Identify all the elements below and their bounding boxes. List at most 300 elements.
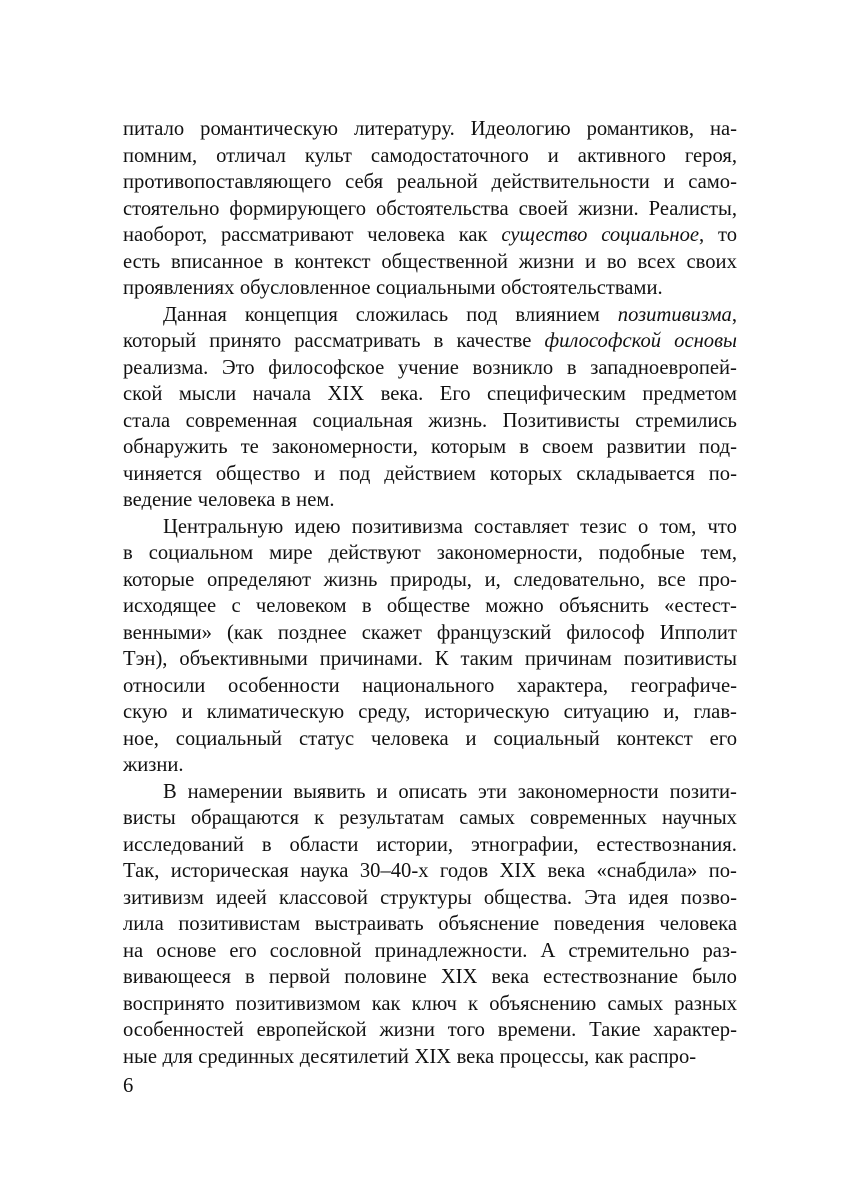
text-line: [123, 805, 737, 832]
word-text: социальная: [312, 409, 413, 432]
word: [590, 355, 737, 382]
word: [371, 143, 529, 170]
word: [466, 302, 497, 329]
word: [544, 328, 661, 355]
word: [305, 143, 352, 170]
word-text: скую: [123, 701, 168, 723]
word: [434, 328, 444, 355]
word: [578, 196, 639, 223]
italic-word: существо: [501, 224, 588, 246]
word-text: истории,: [376, 833, 454, 856]
text-line: [123, 355, 737, 382]
word: [599, 540, 685, 567]
body-text: [123, 116, 737, 1070]
word: [356, 302, 448, 329]
word-text: человека: [197, 489, 276, 511]
word: [245, 302, 338, 329]
word: [229, 196, 366, 223]
word-text: можно: [485, 595, 544, 617]
word-text: своей: [518, 197, 569, 220]
word: [123, 885, 204, 912]
word-text: идеей: [215, 886, 267, 909]
word: [664, 593, 737, 620]
text-line: [123, 381, 737, 408]
word-text: исходящее: [123, 595, 217, 617]
word-text: отличал: [216, 144, 286, 167]
word-text: Данная: [163, 303, 227, 326]
word-text: позитивизмом: [235, 992, 361, 1015]
word: [664, 169, 675, 196]
word: [492, 169, 650, 196]
word: [653, 1017, 737, 1044]
word: [293, 779, 365, 806]
word-text: и: [584, 250, 596, 273]
word: [699, 434, 737, 461]
word-text: в: [273, 250, 284, 273]
word-text: как: [594, 1045, 624, 1068]
word: [709, 461, 737, 488]
word-text: на: [123, 939, 144, 962]
word-text: Центральную: [163, 515, 284, 538]
word-text: в: [280, 489, 291, 511]
word: [123, 461, 202, 488]
word-text: есть: [123, 250, 161, 273]
word-text: философ: [566, 621, 645, 644]
word: [589, 1017, 640, 1044]
word: [694, 699, 737, 726]
word-text: само-: [688, 171, 737, 193]
word: [568, 938, 689, 965]
word-text: описать: [398, 780, 468, 803]
word-text: результатам: [339, 807, 445, 829]
word: [554, 911, 645, 938]
word: [163, 302, 227, 329]
word-text: века: [456, 1045, 495, 1068]
word-text: времени.: [497, 1019, 577, 1041]
word-text: климатическую: [206, 701, 345, 723]
word-text: XIX: [499, 860, 537, 882]
word-text: Идеологию: [470, 118, 571, 140]
text-line: [123, 885, 737, 912]
word: [314, 805, 324, 832]
word-text: стоятельно: [123, 197, 220, 220]
word: [501, 222, 587, 249]
word: [530, 805, 647, 832]
word-text: в: [361, 595, 372, 617]
word: [559, 593, 649, 620]
text-line: [123, 858, 737, 885]
word-text: десятилетий: [299, 1045, 409, 1068]
word-text: все: [657, 568, 686, 591]
word-text: выявить: [293, 780, 366, 803]
word-text: лила: [123, 913, 164, 935]
word: [578, 143, 666, 170]
word-text: во: [606, 250, 627, 273]
word: [123, 938, 143, 965]
word-text: обнаружить: [123, 436, 228, 458]
word: [253, 381, 311, 408]
word: [576, 461, 694, 488]
word-text: половине: [344, 966, 427, 988]
word-text: как: [458, 224, 488, 246]
word-text: в: [123, 542, 133, 564]
word-text: зитивизм: [123, 886, 204, 909]
word: [123, 832, 244, 859]
word-text: общество: [215, 462, 301, 485]
punctuation: ,: [699, 224, 705, 246]
word: [597, 832, 737, 859]
word-text: распро-: [629, 1045, 697, 1068]
word: [708, 514, 737, 541]
word-text: века: [491, 966, 530, 988]
word: [123, 991, 224, 1018]
word-text: контекст: [294, 250, 371, 273]
word: [457, 1044, 495, 1071]
word: [597, 858, 698, 885]
word: [398, 355, 459, 382]
text-line: [123, 1044, 737, 1071]
word: [440, 381, 471, 408]
word: [367, 222, 445, 249]
word-text: которых: [489, 462, 563, 485]
word: [519, 196, 568, 223]
word: [269, 540, 313, 567]
text-line: [123, 143, 737, 170]
word-text: своих: [686, 250, 737, 273]
word: [228, 673, 340, 700]
word-text: социальном: [148, 542, 254, 564]
word-text: позити-: [669, 780, 737, 803]
text-line: [123, 938, 737, 965]
word-text: реализма.: [123, 356, 209, 379]
word: [324, 567, 378, 594]
word-text: «снабдила»: [596, 860, 698, 882]
word: [658, 567, 686, 594]
word-text: жизни.: [578, 197, 639, 220]
word-text: характера,: [517, 674, 609, 697]
word-text: идею: [294, 515, 341, 538]
word-text: и: [465, 727, 477, 750]
word: [381, 249, 508, 276]
word-text: и: [376, 780, 388, 803]
word: [607, 991, 663, 1018]
word: [437, 620, 551, 647]
word-text: нем.: [296, 489, 335, 511]
word-text: ситуацию: [563, 701, 650, 723]
word-text: характер-: [653, 1019, 737, 1041]
word-text: позитивисты: [623, 648, 737, 670]
word: [123, 169, 331, 196]
word: [320, 646, 423, 673]
word: [278, 620, 347, 647]
word: [638, 249, 676, 276]
word-text: в: [245, 966, 255, 988]
word-text: ное,: [123, 727, 159, 750]
word: [123, 911, 164, 938]
word-text: чиняется: [123, 462, 202, 485]
word: [279, 885, 368, 912]
word-text: начала: [252, 383, 312, 405]
italic-word: философской: [544, 330, 662, 352]
word: [718, 222, 737, 249]
word-text: 30–40-х: [359, 860, 429, 882]
word: [358, 699, 410, 726]
word: [642, 381, 737, 408]
word-text: следовательно,: [513, 568, 645, 591]
word: [123, 116, 184, 143]
word-text: питало: [123, 118, 185, 140]
word: [503, 408, 620, 435]
word: [624, 646, 737, 673]
word: [123, 381, 162, 408]
word: [491, 964, 529, 991]
word-text: современная: [185, 409, 298, 432]
word: [566, 620, 644, 647]
word: [257, 1017, 367, 1044]
word-text: формирующего: [229, 197, 367, 220]
word: [638, 514, 648, 541]
text-line: [123, 726, 737, 753]
word: [584, 885, 616, 912]
word-text: героя,: [684, 144, 737, 167]
word-text: самодостаточного: [370, 144, 529, 167]
word: [498, 1017, 577, 1044]
word: [191, 805, 299, 832]
word-text: объективными: [179, 648, 308, 670]
word-text: принадлежности.: [374, 939, 528, 962]
word: [179, 646, 307, 673]
word: [123, 699, 168, 726]
word-text: человека: [659, 913, 737, 935]
text-line: [123, 673, 737, 700]
word-text: XIX: [414, 1045, 452, 1068]
word: [296, 487, 334, 514]
word: [438, 911, 539, 938]
word-text: Это: [221, 356, 255, 379]
word: [635, 408, 737, 435]
word: [216, 885, 267, 912]
word-text: для: [162, 1045, 193, 1068]
word: [198, 1044, 294, 1071]
word: [501, 275, 663, 302]
word-text: развитии: [606, 436, 686, 458]
word: [123, 726, 159, 753]
word-text: возникло: [472, 356, 554, 379]
word: [300, 858, 348, 885]
word-text: и: [547, 144, 559, 167]
word-text: тезис: [580, 515, 627, 538]
word: [200, 116, 338, 143]
italic-word: основы: [674, 330, 737, 352]
word: [123, 196, 219, 223]
word: [468, 991, 478, 1018]
word: [300, 1044, 409, 1071]
word: [123, 355, 208, 382]
word-text: сложилась: [355, 303, 449, 326]
text-line: [123, 408, 737, 435]
word: [440, 858, 488, 885]
word: [221, 222, 354, 249]
word-text: определяют: [206, 568, 311, 591]
word: [179, 381, 236, 408]
punctuation: ,: [731, 303, 737, 326]
word-text: на-: [709, 118, 737, 140]
word-text: области: [289, 833, 359, 856]
word-text: наука: [300, 860, 349, 882]
word: [659, 911, 737, 938]
text-line: [123, 593, 737, 620]
word-text: те: [240, 436, 259, 458]
word-text: контекст: [616, 727, 693, 750]
word-text: стремительно: [568, 939, 690, 962]
word-text: обращаются: [190, 807, 300, 829]
word-text: относили: [123, 674, 206, 697]
word: [629, 1044, 696, 1071]
word: [564, 699, 649, 726]
word-text: причинами.: [319, 648, 423, 670]
word: [123, 858, 159, 885]
word: [344, 964, 427, 991]
word: [360, 858, 429, 885]
word-text: том,: [659, 515, 697, 538]
word: [339, 805, 444, 832]
word: [662, 805, 737, 832]
text-line: [123, 646, 737, 673]
word: [459, 222, 488, 249]
text-line: [123, 832, 737, 859]
text-line: [123, 964, 737, 991]
word-text: Тэн),: [123, 648, 168, 670]
text-line: [123, 434, 737, 461]
word-text: Позитивисты: [502, 409, 620, 432]
word: [231, 593, 240, 620]
word-text: концепция: [244, 303, 338, 326]
text-line: [123, 328, 737, 355]
word-text: в: [433, 330, 444, 352]
word-text: позво-: [680, 886, 737, 909]
word: [299, 726, 354, 753]
word-text: закономерности,: [436, 542, 583, 564]
word-text: что: [707, 515, 737, 538]
word: [272, 434, 418, 461]
word: [595, 1044, 624, 1071]
word: [123, 646, 167, 673]
word-text: специфическим: [487, 383, 626, 405]
word-text: противопоставляющего: [123, 171, 332, 193]
word: [518, 779, 659, 806]
word: [670, 779, 737, 806]
word-text: его: [709, 727, 737, 750]
word: [490, 461, 562, 488]
word-text: романтиков,: [586, 118, 694, 140]
word: [441, 964, 478, 991]
word: [710, 116, 737, 143]
word-text: социальный: [493, 727, 600, 750]
word-text: французский: [436, 621, 552, 644]
word: [390, 567, 472, 594]
word: [487, 381, 626, 408]
word: [123, 222, 207, 249]
word: [274, 249, 284, 276]
word-text: влиянием: [515, 303, 600, 326]
word: [519, 434, 529, 461]
word: [701, 540, 737, 567]
word: [262, 832, 272, 859]
word-text: поведения: [553, 913, 645, 935]
text-line: [123, 514, 737, 541]
word-text: основе: [156, 939, 217, 962]
word: [207, 699, 344, 726]
word: [474, 514, 569, 541]
word: [207, 567, 311, 594]
word-text: ключ: [411, 992, 457, 1015]
word-text: действием: [384, 462, 476, 485]
word: [542, 434, 593, 461]
word-text: человека: [367, 224, 445, 246]
word: [376, 275, 495, 302]
word-text: под: [339, 462, 371, 485]
word: [478, 779, 507, 806]
word-text: ведение: [123, 489, 193, 511]
word-text: глав-: [693, 701, 737, 723]
word-text: про-: [698, 568, 737, 591]
word-text: к: [468, 992, 479, 1015]
word-text: В: [163, 780, 177, 803]
word: [519, 249, 574, 276]
word: [171, 858, 289, 885]
text-line: [123, 1017, 737, 1044]
word-text: объяснению: [489, 992, 597, 1015]
word-text: как: [371, 992, 401, 1015]
word-text: рассматривать: [294, 330, 421, 352]
word: [269, 964, 330, 991]
word-text: структуры: [380, 886, 472, 909]
text-line: [123, 540, 737, 567]
word-text: особенностей: [123, 1019, 244, 1041]
word: [176, 726, 282, 753]
word: [466, 726, 477, 753]
word-text: европейской: [256, 1019, 367, 1041]
word-text: исследований: [123, 833, 244, 856]
word: [499, 858, 536, 885]
text-line: [123, 911, 737, 938]
word: [376, 779, 387, 806]
word: [294, 514, 340, 541]
word-text: и: [181, 701, 193, 723]
word: [525, 646, 612, 673]
word-text: его: [229, 939, 257, 962]
word: [123, 143, 197, 170]
word-text: жизни.: [123, 754, 184, 776]
text-line: [123, 567, 737, 594]
word-text: реальной: [396, 171, 478, 193]
word-text: вписанное: [171, 250, 264, 273]
word-text: природы,: [390, 568, 472, 591]
word-text: жизнь: [323, 568, 378, 591]
word-text: мысли: [178, 383, 237, 405]
word-text: выстраивать: [314, 913, 424, 935]
italic-word: социальное: [601, 224, 700, 246]
word-text: действуют: [328, 542, 421, 564]
word-text: намерении: [187, 780, 283, 803]
text-line: [123, 752, 737, 779]
page-number: 6: [123, 1075, 134, 1097]
word-text: мире: [269, 542, 313, 564]
word: [178, 911, 300, 938]
word-text: романтическую: [200, 118, 338, 140]
word-text: в: [566, 356, 577, 379]
word-text: складывается: [576, 462, 695, 485]
